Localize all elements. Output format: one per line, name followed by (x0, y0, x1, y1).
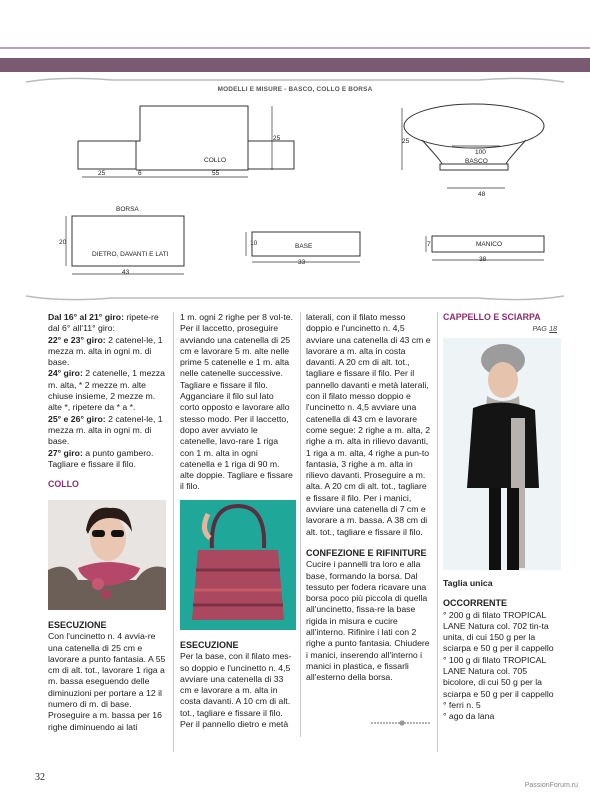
dot (410, 722, 412, 724)
column-divider (300, 312, 301, 737)
round-22-23-text: 2 catenel-le, 1 mezza m. alta in ogni m. di base. (48, 334, 163, 368)
page-ref-number: 18 (549, 326, 557, 334)
manico-height: 7 (427, 241, 431, 248)
round-25-26-heading: 25° e 26° giro: (48, 413, 106, 424)
borsa-label: BORSA (116, 206, 139, 213)
collo-shape (78, 106, 294, 170)
column-divider (173, 312, 174, 752)
dot (383, 722, 385, 724)
collo-w1: 25 (98, 170, 106, 177)
dot (425, 722, 427, 724)
basco-shape (402, 104, 544, 188)
round-24-heading: 24° giro: (48, 368, 83, 379)
borsa-shape (72, 216, 184, 266)
basco-inner: 100 (475, 149, 486, 156)
manico-width: 38 (479, 256, 487, 263)
progress-dots (370, 719, 430, 727)
collo-height: 25 (273, 135, 281, 142)
esecuzione-heading: ESECUZIONE (180, 640, 239, 650)
occorrente-item-text: 200 g di filato TROPICAL LANE Natura col. 702 tin-ta unita, di cui 150 g per la sciarpa e 50 g per il cappello (443, 609, 554, 654)
occorrente-item-text: ago da lana (448, 711, 495, 722)
borsa-photo (180, 500, 296, 630)
esecuzione-text: Per la base, con il filato mes-so doppio e l'uncinetto n. 4,5 avviare una catenella di 33 cm e lavorare a m. alta in costa davanti. A 10 cm di alt. tot., tagliare e fissare il filo. Per il pannello dietro e metà (180, 651, 292, 730)
dot (389, 722, 391, 724)
dot (404, 722, 406, 724)
dot (416, 722, 418, 724)
collo-execution (48, 620, 166, 733)
confezione-text: Cucire i pannelli tra loro e alla base, formando la borsa. Dal tessuto per fodera ricavare una borsa poco più piccola di quella all'uncinetto, fissa-re la base rigida in misura e cucire all'interno. Rifinire i lati con 2 righe a punto fantasia. Chiudere i manici, inserendo all'interno i manici in plastica, e fissarli all'esterno della borsa. (306, 559, 430, 683)
round-24-text: 2 catenelle, 1 mezza m. alta, * 2 mezze m. alte chiuse insieme, 2 mezze m. alte *, ripetere da * a *. (48, 368, 165, 413)
collo-w2: 6 (138, 170, 142, 177)
borsa-inner: DIETRO, DAVANTI E LATI (92, 251, 169, 258)
borsa-continued-text: laterali, con il filato messo doppio e l'uncinetto n. 4,5 avviare una catenella di 43 cm e lavorare a m. alta in costa davanti. A 20 cm di alt. tot., tagliare e fissare il filo. Per il pannello davanti e metà laterali, con il filato messo doppio e l'uncinetto n. 4,5 avviare una catenella di 43 cm e lavorare come segue: 2 righe a m. alta, 2 righe a m. alta in rilievo davanti, 1 riga a m. alta, 4 righe a pun-to fantasia, 3 righe a m. alta in rilievo davanti. Proseguire a m. alta. A 20 cm di alt. tot., tagliare e fissare il filo. Per i manici, avviare una catenella di 7 cm e lavorare a m. bassa. A 38 cm di alt. tot., tagliare e fissare il filo. (306, 312, 431, 537)
collo-continued-text: 1 m. ogni 2 righe per 8 vol-te. Per il laccetto, proseguire avviando una catenella di 25 cm e lavorare 5 m. alte nelle prime 5 catenelle e 1 m. alta nelle catenelle successive. Tagliare e fissare il filo. Agganciare il filo sul lato corto opposto e lavorare allo stesso modo. Per il laccetto, dopo aver avviato le catenelle, lavo-rare 1 riga con 1 m. alta in ogni catenella e 1 riga di 90 m. alte doppie. Tagliare e fissare il filo. (180, 312, 293, 492)
manico-label: MANICO (476, 241, 502, 248)
base-label: BASE (295, 243, 313, 250)
top-rule (0, 47, 590, 49)
round-27-text: a punto gambero. Tagliare e fissare il filo. (48, 447, 154, 469)
dot (374, 722, 376, 724)
occorrente-item-text: ferri n. 5 (448, 699, 481, 710)
column-1 (48, 312, 166, 490)
taglia-label: Taglia unica (443, 578, 493, 588)
dot (428, 722, 430, 724)
round-25-26-text: 2 catenel-le, 1 mezza m. alta in ogni m. di base. (48, 413, 163, 447)
round-16-21-heading: Dal 16° al 21° giro: (48, 312, 124, 322)
occorrente-item: ° 100 g di filato TROPICAL LANE Natura col. 705 bicolore, di cui 50 g per la sciarpa e 50 g per il cappello (443, 654, 554, 699)
confezione-heading: CONFEZIONE E RIFINITURE (306, 547, 427, 558)
occorrente-block (443, 578, 561, 723)
dot (395, 722, 397, 724)
borsa-width: 43 (122, 269, 130, 276)
basco-bottom: 48 (478, 191, 486, 198)
section-collo: COLLO (48, 479, 79, 490)
borsa-execution (180, 640, 294, 730)
occorrente-heading: OCCORRENTE (443, 598, 508, 609)
collo-w3: 55 (212, 170, 220, 177)
base-width: 33 (298, 259, 306, 266)
occorrente-item: ° 200 g di filato TROPICAL LANE Natura col. 702 tin-ta unita, di cui 150 g per la sciarpa e 50 g per il cappello (443, 609, 554, 654)
borsa-height: 20 (59, 239, 67, 246)
round-27-heading: 27° giro: (48, 447, 83, 458)
collo-label: COLLO (204, 157, 227, 164)
dot (377, 722, 379, 724)
base-height: 10 (250, 240, 258, 247)
occorrente-item: ° ferri n. 5 (443, 699, 481, 710)
cappello-photo (443, 338, 561, 570)
dot (380, 722, 382, 724)
column-3 (306, 312, 433, 684)
occorrente-item-text: 100 g di filato TROPICAL LANE Natura col. 705 bicolore, di cui 50 g per la sciarpa e 50 g per il cappello (443, 654, 554, 699)
column-2 (180, 312, 294, 514)
dot (371, 722, 373, 724)
esecuzione-heading: ESECUZIONE (48, 620, 107, 630)
esecuzione-text: Con l'uncinetto n. 4 avvia-re una catenella di 25 cm e lavorare a punto fantasia. A 55 cm di alt. tot., lavorare 1 riga a m. bassa eseguendo delle diminuzioni per portare a 12 il numero di m. di base. Proseguire a m. bassa per 16 righe diminuendo ai lati (48, 631, 166, 732)
dot (399, 720, 404, 725)
basco-label: BASCO (465, 158, 488, 165)
dot (413, 722, 415, 724)
column-4 (443, 312, 557, 336)
round-22-23-heading: 22° e 23° giro: (48, 334, 106, 345)
watermark: PassionForum.ru (524, 782, 578, 789)
header-bar (0, 58, 590, 72)
column-divider (437, 312, 438, 752)
measurements-diagram (22, 76, 568, 302)
occorrente-item: ° ago da lana (443, 711, 495, 722)
dot (419, 722, 421, 724)
collo-photo (48, 500, 166, 610)
dot (386, 722, 388, 724)
diagram-title: MODELLI E MISURE - BASCO, COLLO E BORSA (217, 86, 373, 93)
page-ref-label: PAG (532, 326, 547, 334)
basco-height: 25 (402, 138, 410, 145)
round-16-21-text: ripete-re dal 6° all'11° giro: (48, 312, 159, 334)
dot (422, 722, 424, 724)
dot (392, 722, 394, 724)
dot (407, 722, 409, 724)
page-number: 32 (35, 772, 45, 783)
section-cappello-sciarpa: CAPPELLO E SCIARPA (443, 312, 541, 322)
